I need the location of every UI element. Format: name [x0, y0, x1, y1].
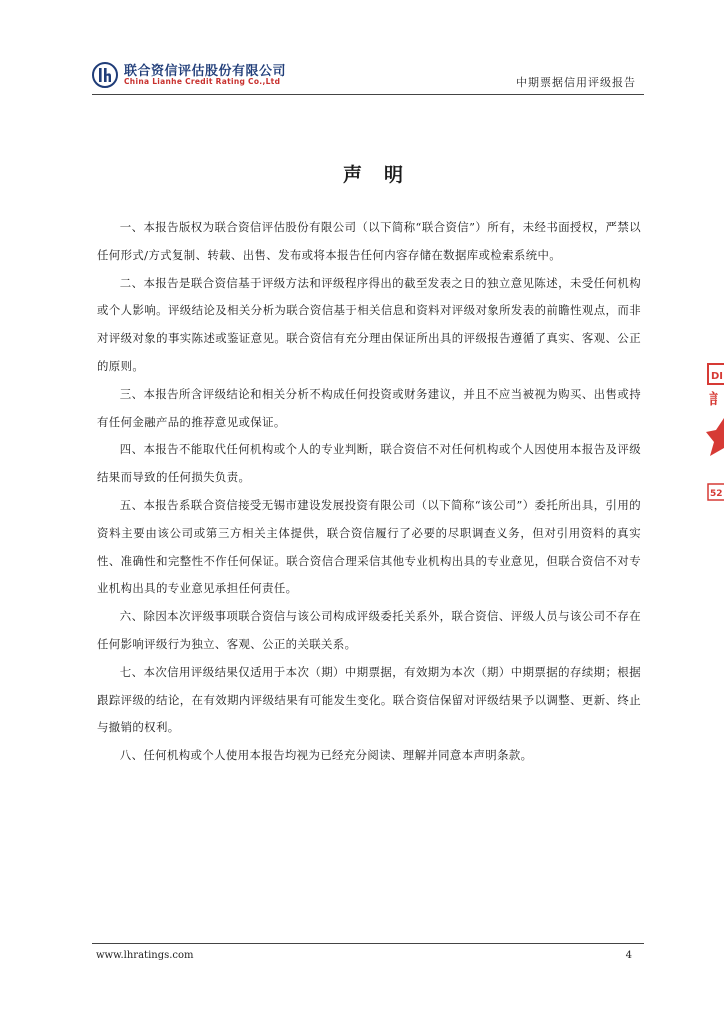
company-name-cn: 联合资信评估股份有限公司 [124, 64, 287, 79]
statement-paragraph-6: 六、除因本次评级事项联合资信与该公司构成评级委托关系外，联合资信、评级人员与该公司不存在任何影响评级行为独立、客观、公正的关联关系。 [97, 609, 641, 651]
seal-stamp-icon [706, 360, 724, 510]
footer-website-link[interactable]: www.lhratings.com [96, 950, 194, 961]
statement-paragraph-3: 三、本报告所含评级结论和相关分析不构成任何投资或财务建议，并且不应当被视为购买、出售或持有任何金融产品的推荐意见或保证。 [97, 386, 641, 429]
statement-paragraph-1: 一、本报告版权为联合资信评估股份有限公司（以下简称“联合资信”）所有，未经书面授权，严禁以任何形式/方式复制、转载、出售、发布或将本报告任何内容存储在数据库或检索系统中。 [97, 220, 641, 262]
footer-divider [92, 943, 644, 944]
page-header [92, 58, 644, 92]
page-title: 声明 [342, 164, 425, 186]
statement-body [97, 214, 641, 770]
svg-text:52: 52 [710, 489, 723, 499]
report-type: 中期票据信用评级报告 [516, 76, 636, 89]
statement-paragraph-7: 七、本次信用评级结果仅适用于本次（期）中期票据，有效期为本次（期）中期票据的存续期；根据跟踪评级的结论，在有效期内评级结果有可能发生变化。联合资信保留对评级结果予以调整、更新、终止与撤销的权利。 [97, 664, 641, 735]
lianhe-logo-icon [92, 62, 118, 88]
page-number: 4 [625, 950, 632, 961]
svg-text:訁: 訁 [709, 390, 724, 408]
header-divider [92, 94, 644, 95]
statement-paragraph-8: 八、任何机构或个人使用本报告均视为已经充分阅读、理解并同意本声明条款。 [119, 748, 533, 763]
company-name-en: China Lianhe Credit Rating Co.,Ltd [124, 77, 281, 86]
svg-text:DI: DI [711, 371, 724, 382]
statement-paragraph-2: 二、本报告是联合资信基于评级方法和评级程序得出的截至发表之日的独立意见陈述，未受任何机构或个人影响。评级结论及相关分析为联合资信基于相关信息和资料对评级对象所发表的前瞻性观点，而非对评级对象的事实陈述或鉴证意见。联合资信有充分理由保证所出具的评级报告遵循了真实、客观、公正的原则。 [97, 275, 641, 373]
statement-paragraph-4: 四、本报告不能取代任何机构或个人的专业判断，联合资信不对任何机构或个人因使用本报告及评级结果而导致的任何损失负责。 [97, 442, 641, 485]
statement-paragraph-5: 五、本报告系联合资信接受无锡市建设发展投资有限公司（以下简称“该公司”）委托所出具，引用的资料主要由该公司或第三方相关主体提供，联合资信履行了必要的尽职调查义务，但对引用资料的真实性、准确性和完整性不作任何保证。联合资信合理采信其他专业机构出具的专业意见，但联合资信不对专业机构出具的专业意见承担任何责任。 [97, 497, 641, 596]
